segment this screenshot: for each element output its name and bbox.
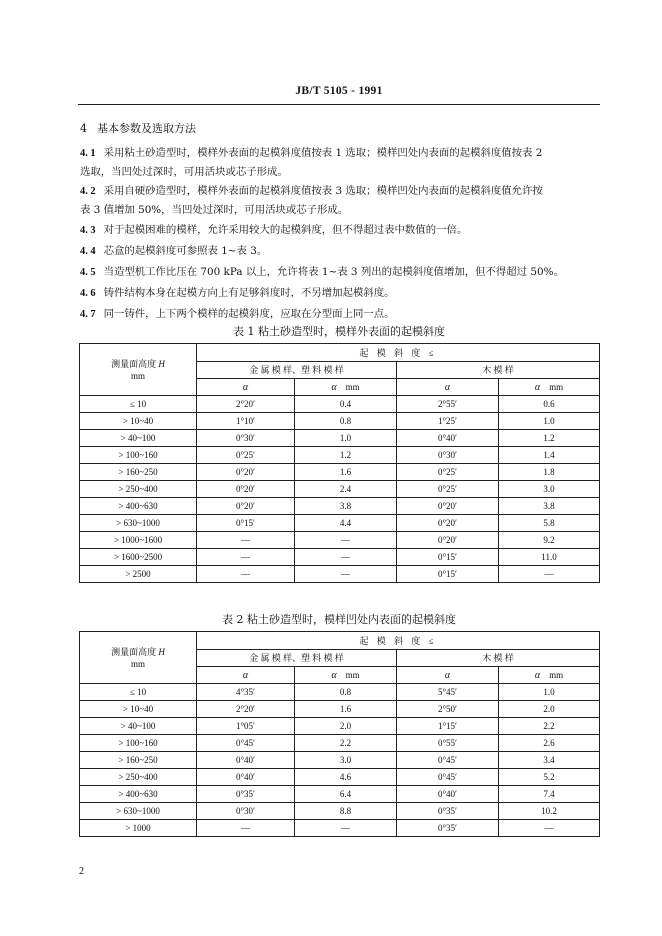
metal-mm-cell: 4.4 [295, 515, 397, 532]
clause-text: 铸件结构本身在起模方向上有足够斜度时，不另增加起模斜度。 [103, 287, 395, 299]
wood-mm-cell: 3.4 [499, 752, 600, 769]
wood-mm-cell: 2.2 [499, 718, 600, 735]
metal-angle-cell: 0°40′ [197, 769, 295, 786]
table-row [80, 396, 600, 413]
wood-mm-cell: 10.2 [499, 803, 600, 820]
metal-mm-cell: 3.8 [295, 498, 397, 515]
clause-text-continued: 表 3 值增加 50%，当凹处过深时，可用活块或芯子形成。 [80, 204, 349, 216]
wood-angle-cell: 0°25′ [397, 464, 499, 481]
wood-angle-cell: 0°45′ [397, 769, 499, 786]
clause-4-2 [80, 182, 600, 220]
wood-mm-cell: 9.2 [499, 532, 600, 549]
table2-header-row [80, 632, 600, 650]
wood-alpha-header: α [397, 379, 499, 396]
wood-angle-cell: 0°45′ [397, 752, 499, 769]
metal-angle-cell: — [197, 820, 295, 837]
page-number: 2 [79, 866, 84, 877]
wood-mm-cell: 2.0 [499, 701, 600, 718]
metal-angle-cell: 0°20′ [197, 464, 295, 481]
metal-mm-cell: 1.6 [295, 701, 397, 718]
metal-mm-cell: 4.6 [295, 769, 397, 786]
metal-mm-cell: 1.2 [295, 447, 397, 464]
height-cell: > 10~40 [80, 413, 197, 430]
clause-number: 4. 5 [80, 267, 96, 278]
height-cell: ≤ 10 [80, 396, 197, 413]
table-row [80, 820, 600, 837]
table-row [80, 447, 600, 464]
table-row [80, 430, 600, 447]
height-cell: > 10~40 [80, 701, 197, 718]
height-cell: > 100~160 [80, 447, 197, 464]
wood-angle-cell: 0°35′ [397, 803, 499, 820]
table1-header-row [80, 344, 600, 362]
wood-angle-cell: 0°25′ [397, 481, 499, 498]
metal-mm-header: α mm [295, 379, 397, 396]
section-number: 4 [80, 122, 87, 135]
metal-angle-cell: 0°20′ [197, 498, 295, 515]
height-cell: > 160~250 [80, 752, 197, 769]
wood-mm-cell: 11.0 [499, 549, 600, 566]
table-row [80, 549, 600, 566]
height-symbol: H [158, 358, 165, 369]
metal-mm-cell: — [295, 549, 397, 566]
height-cell: > 2500 [80, 566, 197, 583]
height-cell: > 250~400 [80, 481, 197, 498]
metal-angle-cell: 4°35′ [197, 684, 295, 701]
metal-angle-cell: 0°45′ [197, 735, 295, 752]
table-row [80, 735, 600, 752]
height-cell: > 1600~2500 [80, 549, 197, 566]
clause-4-1 [80, 144, 600, 182]
wood-alpha-header: α [397, 667, 499, 684]
height-unit: mm [130, 370, 145, 381]
wood-angle-cell: 0°30′ [397, 447, 499, 464]
metal-mm-cell: 0.8 [295, 684, 397, 701]
table-row [80, 413, 600, 430]
metal-mm-cell: 2.2 [295, 735, 397, 752]
section-title: 基本参数及选取方法 [97, 122, 196, 135]
height-column-header [80, 344, 197, 396]
height-cell: > 160~250 [80, 464, 197, 481]
table-row [80, 532, 600, 549]
metal-alpha-header: α [197, 667, 295, 684]
metal-angle-cell: 0°30′ [197, 430, 295, 447]
wood-angle-cell: 0°20′ [397, 515, 499, 532]
clause-text: 采用粘土砂造型时，模样外表面的起模斜度值按表 1 选取；模样凹处内表面的起模斜度值按表 2 [103, 147, 543, 159]
table-row [80, 464, 600, 481]
wood-angle-cell: 0°35′ [397, 820, 499, 837]
slope-header: 起 模 斜 度 ≤ [197, 344, 600, 362]
metal-angle-cell: 0°40′ [197, 752, 295, 769]
height-cell: > 400~630 [80, 786, 197, 803]
metal-mm-cell: 2.4 [295, 481, 397, 498]
wood-angle-cell: 0°15′ [397, 566, 499, 583]
height-cell: > 250~400 [80, 769, 197, 786]
height-symbol: H [158, 646, 165, 657]
clause-4-5 [80, 263, 600, 282]
metal-mm-cell: 1.6 [295, 464, 397, 481]
height-cell: > 630~1000 [80, 803, 197, 820]
metal-mm-cell: — [295, 532, 397, 549]
table2-caption: 表 2 粘土砂造型时，模样凹处内表面的起模斜度 [222, 613, 456, 626]
document-id: JB/T 5105 - 1991 [295, 85, 383, 97]
wood-angle-cell: 1°25′ [397, 413, 499, 430]
clause-4-7 [80, 305, 600, 324]
metal-mm-cell: — [295, 820, 397, 837]
metal-mm-cell: 0.4 [295, 396, 397, 413]
metal-angle-cell: — [197, 532, 295, 549]
height-unit: mm [130, 658, 145, 669]
wood-angle-cell: 1°15′ [397, 718, 499, 735]
section-heading [80, 120, 196, 136]
wood-mm-cell: — [499, 566, 600, 583]
wood-mm-cell: 1.4 [499, 447, 600, 464]
clause-4-4 [80, 242, 600, 261]
metal-mm-cell: — [295, 566, 397, 583]
metal-angle-cell: 2°20′ [197, 701, 295, 718]
table-row [80, 769, 600, 786]
wood-mm-cell: 5.2 [499, 769, 600, 786]
metal-angle-cell: — [197, 566, 295, 583]
clause-text: 同一铸件，上下两个模样的起模斜度，应取在分型面上同一点。 [103, 308, 395, 320]
metal-mm-cell: 3.0 [295, 752, 397, 769]
wood-angle-cell: 0°55′ [397, 735, 499, 752]
metal-mm-cell: 0.8 [295, 413, 397, 430]
clause-text: 采用自硬砂造型时，模样外表面的起模斜度值按表 3 选取；模样凹处内表面的起模斜度值允许按 [103, 185, 543, 197]
wood-mm-cell: 0.6 [499, 396, 600, 413]
clause-text: 当造型机工作比压在 700 kPa 以上，允许将表 1~表 3 列出的起模斜度值增加，但不得超过 50%。 [103, 266, 564, 278]
wood-pattern-header: 木 模 样 [397, 362, 600, 379]
wood-pattern-header: 木 模 样 [397, 650, 600, 667]
metal-pattern-header: 金 属 模 样、塑 料 模 样 [197, 650, 397, 667]
metal-mm-cell: 8.8 [295, 803, 397, 820]
table-row [80, 701, 600, 718]
clause-text-continued: 选取，当凹处过深时，可用活块或芯子形成。 [80, 166, 288, 178]
height-cell: > 630~1000 [80, 515, 197, 532]
metal-angle-cell: 2°20′ [197, 396, 295, 413]
slope-header: 起 模 斜 度 ≤ [197, 632, 600, 650]
metal-pattern-header: 金 属 模 样、塑 料 模 样 [197, 362, 397, 379]
wood-angle-cell: 0°40′ [397, 786, 499, 803]
height-cell: > 40~100 [80, 718, 197, 735]
clause-number: 4. 6 [80, 288, 96, 299]
table-row [80, 498, 600, 515]
wood-mm-cell: — [499, 820, 600, 837]
metal-angle-cell: 0°35′ [197, 786, 295, 803]
wood-mm-cell: 2.6 [499, 735, 600, 752]
metal-mm-cell: 6.4 [295, 786, 397, 803]
metal-angle-cell: 0°15′ [197, 515, 295, 532]
clause-text: 芯盒的起模斜度可参照表 1~表 3。 [103, 245, 268, 257]
metal-angle-cell: 0°20′ [197, 481, 295, 498]
clause-4-6 [80, 284, 600, 303]
clause-number: 4. 2 [80, 186, 96, 197]
wood-mm-cell: 7.4 [499, 786, 600, 803]
table-row [80, 718, 600, 735]
clause-number: 4. 1 [80, 148, 96, 159]
metal-angle-cell: 1°05′ [197, 718, 295, 735]
wood-mm-cell: 5.8 [499, 515, 600, 532]
wood-mm-cell: 1.0 [499, 684, 600, 701]
height-header-label: 测量面高度 [111, 358, 157, 369]
metal-mm-header: α mm [295, 667, 397, 684]
table-row [80, 566, 600, 583]
wood-angle-cell: 2°55′ [397, 396, 499, 413]
clause-text: 对于起模困难的模样，允许采用较大的起模斜度，但不得超过表中数值的一倍。 [103, 224, 468, 236]
height-cell: > 1000 [80, 820, 197, 837]
metal-angle-cell: 0°30′ [197, 803, 295, 820]
wood-angle-cell: 2°50′ [397, 701, 499, 718]
table-row [80, 803, 600, 820]
wood-angle-cell: 5°45′ [397, 684, 499, 701]
clause-number: 4. 7 [80, 309, 96, 320]
table-row [80, 515, 600, 532]
metal-mm-cell: 1.0 [295, 430, 397, 447]
wood-angle-cell: 0°20′ [397, 532, 499, 549]
height-cell: ≤ 10 [80, 684, 197, 701]
height-cell: > 1000~1600 [80, 532, 197, 549]
wood-angle-cell: 0°40′ [397, 430, 499, 447]
clause-number: 4. 3 [80, 225, 96, 236]
wood-mm-header: α mm [499, 379, 600, 396]
metal-angle-cell: — [197, 549, 295, 566]
table2 [79, 631, 600, 837]
document-header [78, 85, 600, 105]
wood-mm-header: α mm [499, 667, 600, 684]
wood-mm-cell: 1.2 [499, 430, 600, 447]
metal-angle-cell: 0°25′ [197, 447, 295, 464]
wood-mm-cell: 3.8 [499, 498, 600, 515]
table1 [79, 343, 600, 583]
metal-angle-cell: 1°10′ [197, 413, 295, 430]
metal-mm-cell: 2.0 [295, 718, 397, 735]
height-column-header [80, 632, 197, 684]
height-cell: > 40~100 [80, 430, 197, 447]
table-row [80, 752, 600, 769]
wood-angle-cell: 0°15′ [397, 549, 499, 566]
wood-mm-cell: 1.8 [499, 464, 600, 481]
wood-mm-cell: 1.0 [499, 413, 600, 430]
wood-mm-cell: 3.0 [499, 481, 600, 498]
clause-number: 4. 4 [80, 246, 96, 257]
table-row [80, 684, 600, 701]
table1-caption: 表 1 粘土砂造型时，模样外表面的起模斜度 [233, 325, 445, 338]
table-row [80, 481, 600, 498]
clause-4-3 [80, 221, 600, 240]
height-cell: > 400~630 [80, 498, 197, 515]
wood-angle-cell: 0°20′ [397, 498, 499, 515]
table-row [80, 786, 600, 803]
height-header-label: 测量面高度 [111, 646, 157, 657]
height-cell: > 100~160 [80, 735, 197, 752]
metal-alpha-header: α [197, 379, 295, 396]
